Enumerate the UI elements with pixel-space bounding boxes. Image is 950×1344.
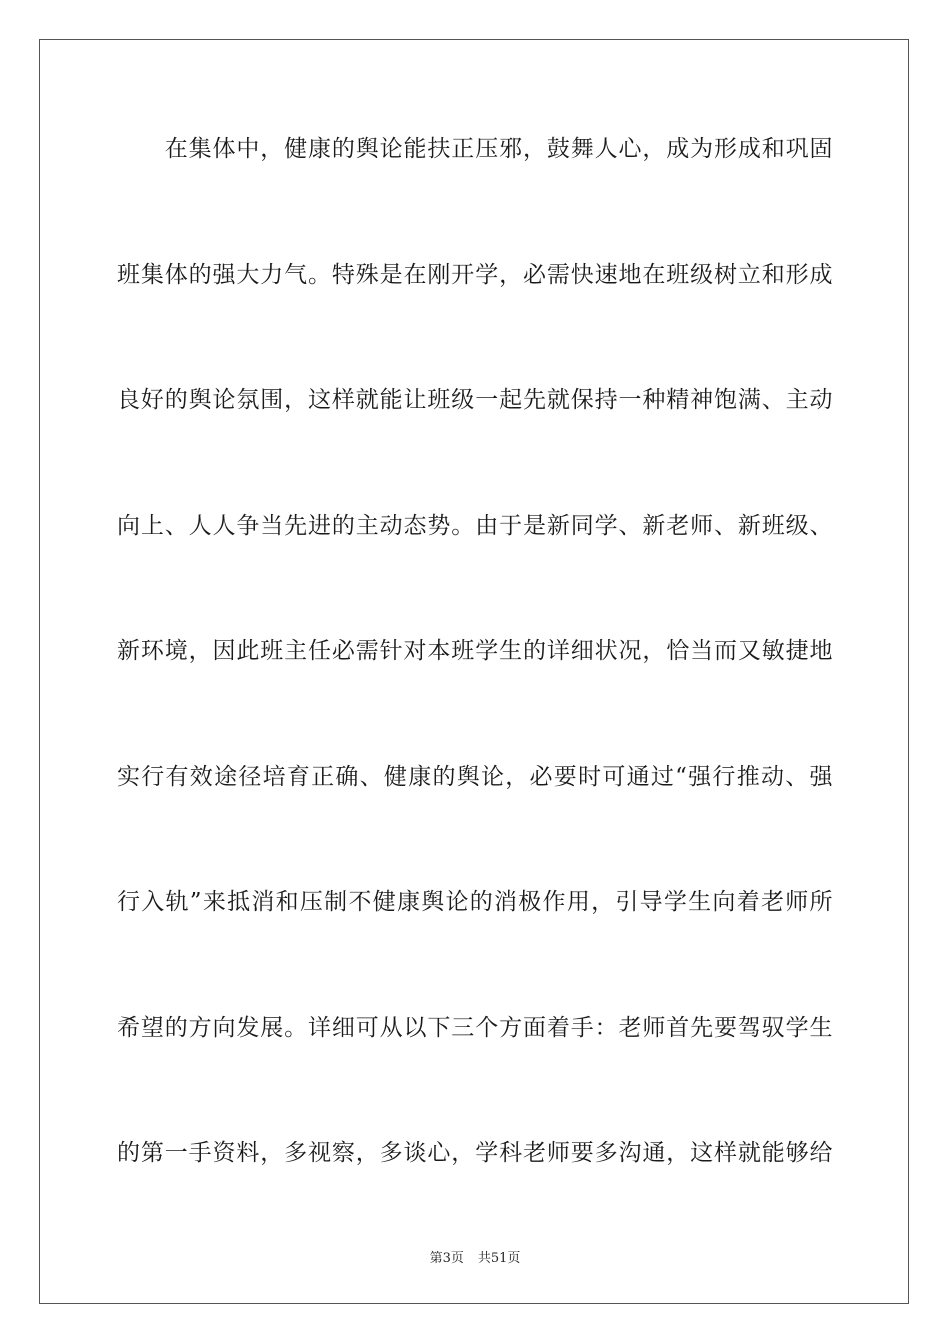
text-line: 实行有效途径培育正确、健康的舆论，必要时可通过“强行推动、强 [117,764,833,790]
text-line: 在集体中，健康的舆论能扶正压邪，鼓舞人心，成为形成和巩固 [117,136,833,162]
total-pages: 共51页 [477,1251,521,1266]
page-border [39,39,909,1304]
current-page-number: 第3页 [429,1251,464,1266]
text-line: 希望的方向发展。详细可从以下三个方面着手：老师首先要驾驭学生 [117,1015,833,1041]
page-footer [0,1247,950,1266]
text-line: 的第一手资料，多视察，多谈心，学科老师要多沟通，这样就能够给 [117,1140,833,1166]
text-line: 良好的舆论氛围，这样就能让班级一起先就保持一种精神饱满、主动 [117,387,833,413]
text-line: 班集体的强大力气。特殊是在刚开学，必需快速地在班级树立和形成 [117,262,833,288]
text-line: 行入轨”来抵消和压制不健康舆论的消极作用，引导学生向着老师所 [117,889,833,915]
text-line: 新环境，因此班主任必需针对本班学生的详细状况，恰当而又敏捷地 [117,638,833,664]
text-line: 向上、人人争当先进的主动态势。由于是新同学、新老师、新班级、 [117,513,833,539]
